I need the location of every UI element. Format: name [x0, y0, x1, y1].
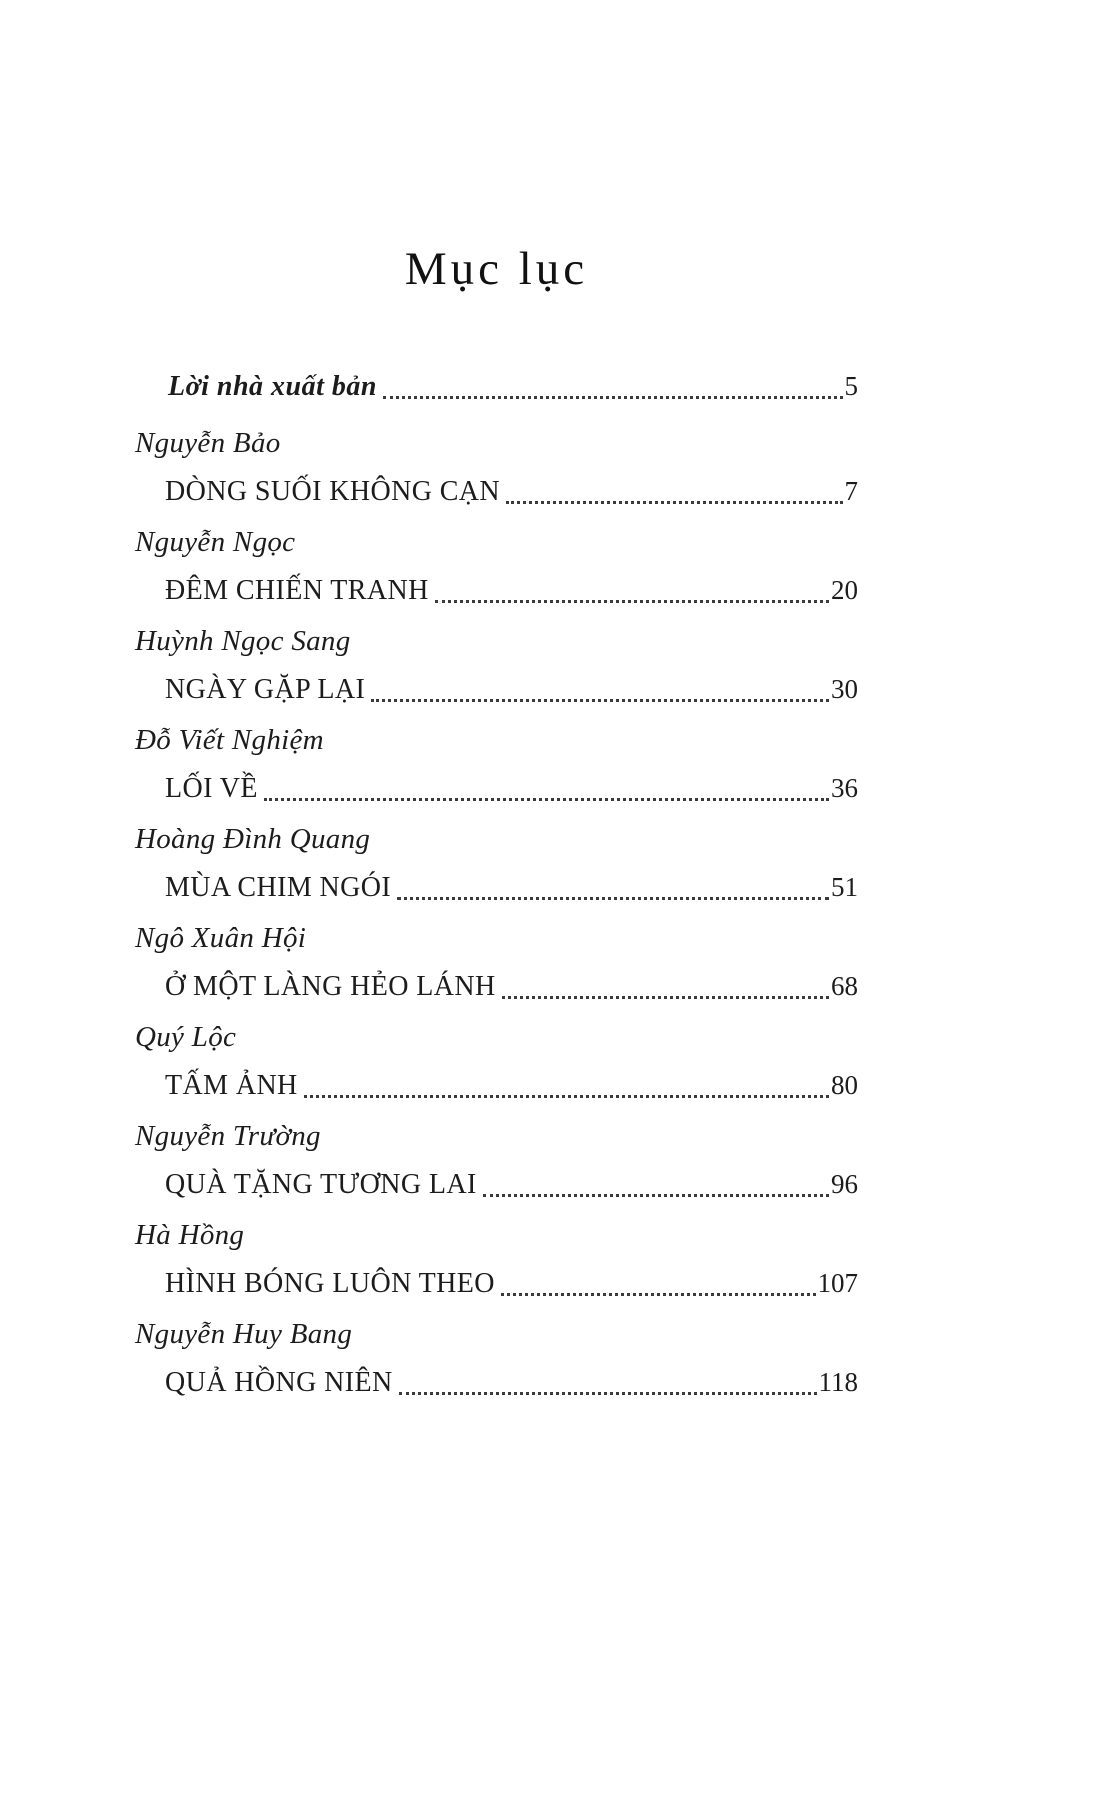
toc-entry-title: TẤM ẢNH [165, 1070, 298, 1101]
toc-entry-page-number: 118 [818, 1367, 858, 1397]
toc-entry [135, 914, 858, 1011]
toc-preface-row [135, 362, 858, 411]
toc-entry [135, 1013, 858, 1110]
dot-leader [501, 1293, 816, 1296]
toc-entry-title: ĐÊM CHIẾN TRANH [165, 575, 429, 606]
toc-entry-author: Huỳnh Ngọc Sang [135, 625, 351, 657]
toc-entry [135, 1112, 858, 1209]
dot-leader [483, 1194, 829, 1197]
toc-preface-page-number: 5 [844, 371, 858, 401]
toc-entry-row [135, 962, 858, 1011]
toc-entry-title: HÌNH BÓNG LUÔN THEO [165, 1268, 495, 1299]
toc-entry [135, 1211, 858, 1308]
toc-entry-page-number: 107 [817, 1268, 858, 1298]
toc-entry-row [135, 764, 858, 813]
toc-entry-row [135, 665, 858, 714]
dot-leader [506, 501, 842, 504]
toc-entry-title: NGÀY GẶP LẠI [165, 674, 366, 705]
toc-entry-author: Nguyễn Huy Bang [135, 1318, 353, 1350]
toc-entry-page-number: 7 [844, 476, 858, 506]
toc-entry [135, 518, 858, 615]
toc-entry-page-number: 30 [831, 674, 858, 704]
dot-leader [383, 396, 843, 399]
toc-entry [135, 617, 858, 714]
toc-entry-author: Quý Lộc [135, 1021, 237, 1053]
toc-entry-title: MÙA CHIM NGÓI [165, 872, 392, 903]
toc-entry-page-number: 20 [831, 575, 858, 605]
toc-entry-row [135, 1358, 858, 1407]
toc-entry-title: LỐI VỀ [165, 773, 258, 804]
toc-entry-page-number: 96 [831, 1169, 858, 1199]
toc-entry-page-number: 51 [831, 872, 858, 902]
toc-entry-row [135, 1061, 858, 1110]
toc-entry-author: Nguyễn Trường [135, 1120, 321, 1152]
page-title: Mục lục [404, 243, 589, 295]
dot-leader [371, 699, 829, 702]
dot-leader [304, 1095, 829, 1098]
toc-entry-page-number: 68 [831, 971, 858, 1001]
toc-entry-title: DÒNG SUỐI KHÔNG CẠN [165, 476, 501, 507]
toc-entry-title: QUÀ TẶNG TƯƠNG LAI [165, 1169, 477, 1200]
dot-leader [399, 1392, 817, 1395]
toc-entry-author: Hà Hồng [135, 1219, 245, 1251]
toc-entries [135, 419, 858, 1407]
toc-entry-author: Nguyễn Ngọc [135, 526, 296, 558]
dot-leader [397, 897, 829, 900]
toc-entry-row [135, 566, 858, 615]
toc-entry-row [135, 1259, 858, 1308]
dot-leader [435, 600, 829, 603]
dot-leader [264, 798, 829, 801]
toc-entry-page-number: 80 [831, 1070, 858, 1100]
toc-entry [135, 1310, 858, 1407]
toc-preface-label: Lời nhà xuất bản [168, 371, 377, 402]
toc-entry [135, 716, 858, 813]
toc-list [135, 362, 858, 1409]
toc-entry-row [135, 1160, 858, 1209]
toc-entry-author: Ngô Xuân Hội [135, 922, 307, 954]
toc-entry-page-number: 36 [831, 773, 858, 803]
toc-entry [135, 815, 858, 912]
dot-leader [502, 996, 829, 999]
toc-entry-row [135, 467, 858, 516]
toc-entry-author: Hoàng Đình Quang [135, 823, 371, 855]
toc-entry-author: Nguyễn Bảo [135, 427, 281, 459]
toc-entry-row [135, 863, 858, 912]
toc-entry-title: QUẢ HỒNG NIÊN [165, 1367, 393, 1398]
toc-entry [135, 419, 858, 516]
toc-entry-author: Đỗ Viết Nghiệm [135, 724, 324, 756]
toc-entry-title: Ở MỘT LÀNG HẺO LÁNH [165, 971, 496, 1002]
